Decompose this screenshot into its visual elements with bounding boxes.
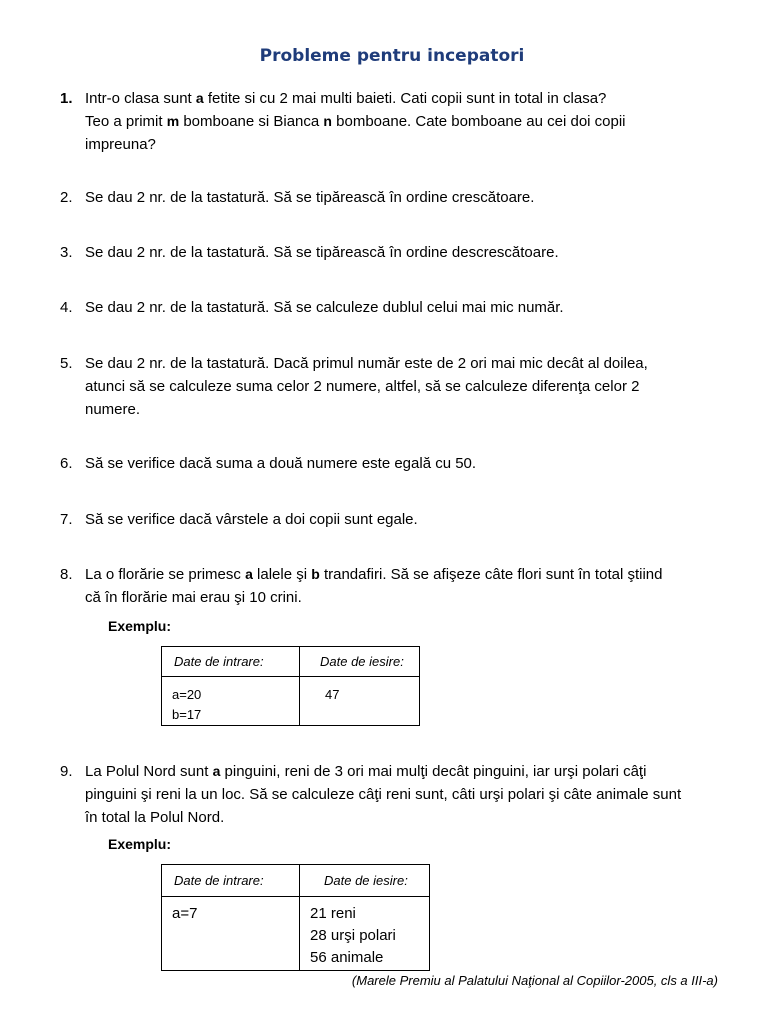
problem-number: 3. bbox=[60, 244, 73, 261]
page-title: Probleme pentru incepatori bbox=[259, 46, 525, 66]
problem-number: 4. bbox=[60, 299, 73, 316]
problem-line: în total la Polul Nord. bbox=[85, 809, 225, 826]
output-value: 21 reni bbox=[310, 905, 356, 922]
problem-text bbox=[85, 352, 720, 421]
problem-line: numere. bbox=[85, 401, 141, 418]
variable-name: n bbox=[323, 113, 332, 129]
output-value: 56 animale bbox=[310, 949, 384, 966]
problem-number: 2. bbox=[60, 189, 73, 206]
table-header-output: Date de iesire: bbox=[300, 647, 420, 677]
problem-number: 5. bbox=[60, 355, 73, 372]
variable-name: b bbox=[311, 566, 320, 582]
problem-text bbox=[85, 508, 720, 531]
problem-text bbox=[85, 760, 720, 829]
problem-7 bbox=[60, 508, 720, 531]
problem-number: 6. bbox=[60, 455, 73, 472]
table-cell-input bbox=[162, 897, 300, 971]
problem-3 bbox=[60, 241, 720, 264]
problem-line: Intr-o clasa sunt a fetite si cu 2 mai multi baieti. Cati copii sunt in total in clasa? bbox=[85, 90, 607, 107]
variable-name: a bbox=[245, 566, 253, 582]
table-cell-output bbox=[300, 897, 430, 971]
problem-line: Se dau 2 nr. de la tastatură. Să se calculeze dublul celui mai mic număr. bbox=[85, 299, 564, 316]
example-label: Exemplu: bbox=[108, 836, 172, 852]
problem-number: 8. bbox=[60, 566, 73, 583]
problem-2 bbox=[60, 186, 720, 209]
problem-text bbox=[85, 241, 720, 264]
input-value: b=17 bbox=[172, 707, 202, 722]
source-credit: (Marele Premiu al Palatului Naţional al Copiilor-2005, cls a III-a) bbox=[351, 973, 718, 988]
example-table-2 bbox=[161, 864, 430, 971]
problem-line: Teo a primit m bomboane si Bianca n bomboane. Cate bomboane au cei doi copii bbox=[85, 113, 626, 130]
problem-line: atunci să se calculeze suma celor 2 numere, altfel, să se calculeze diferenţa celor 2 bbox=[85, 378, 640, 395]
problem-line: Se dau 2 nr. de la tastatură. Să se tipărească în ordine descrescătoare. bbox=[85, 244, 559, 261]
table-cell-output bbox=[300, 677, 420, 726]
problem-8 bbox=[60, 563, 720, 609]
variable-name: m bbox=[166, 113, 180, 129]
input-value: a=7 bbox=[172, 905, 198, 922]
table-header-input: Date de intrare: bbox=[162, 865, 300, 897]
table-header-output: Date de iesire: bbox=[300, 865, 430, 897]
problem-line: impreuna? bbox=[85, 136, 156, 153]
problem-line: că în florărie mai erau şi 10 crini. bbox=[85, 589, 302, 606]
variable-name: a bbox=[212, 763, 221, 779]
example-label: Exemplu: bbox=[108, 618, 172, 634]
problem-line: Se dau 2 nr. de la tastatură. Să se tipărească în ordine crescătoare. bbox=[85, 189, 535, 206]
problem-line: La Polul Nord sunt a pinguini, reni de 3 ori mai mulţi decât pinguini, iar urşi polari câţi bbox=[85, 763, 647, 780]
problem-number: 1. bbox=[60, 90, 73, 107]
problem-text bbox=[85, 296, 720, 319]
problem-line: La o florărie se primesc a lalele şi b trandafiri. Să se afişeze câte flori sunt în total ştiind bbox=[85, 566, 663, 583]
variable-name: a bbox=[195, 90, 204, 106]
problem-number: 9. bbox=[60, 763, 73, 780]
problem-line: Se dau 2 nr. de la tastatură. Dacă primul număr este de 2 ori mai mic decât al doilea, bbox=[85, 355, 648, 372]
problem-text bbox=[85, 87, 720, 156]
example-table-1 bbox=[161, 646, 420, 726]
table-header-input: Date de intrare: bbox=[162, 647, 300, 677]
problem-5 bbox=[60, 352, 720, 421]
problem-text bbox=[85, 563, 720, 609]
problem-text bbox=[85, 186, 720, 209]
problem-9 bbox=[60, 760, 720, 829]
input-value: a=20 bbox=[172, 687, 202, 702]
problem-6 bbox=[60, 452, 720, 475]
problem-number: 7. bbox=[60, 511, 73, 528]
output-value: 47 bbox=[325, 687, 340, 702]
problem-line: pinguini şi reni la un loc. Să se calculeze câţi reni sunt, câti urşi polari şi câte animale sunt bbox=[85, 786, 682, 803]
problem-line: Să se verifice dacă vârstele a doi copii sunt egale. bbox=[85, 511, 418, 528]
problem-4 bbox=[60, 296, 720, 319]
problem-text bbox=[85, 452, 720, 475]
output-value: 28 urşi polari bbox=[310, 927, 396, 944]
problem-1 bbox=[60, 87, 720, 156]
table-cell-input bbox=[162, 677, 300, 726]
problem-line: Să se verifice dacă suma a două numere este egală cu 50. bbox=[85, 455, 477, 472]
